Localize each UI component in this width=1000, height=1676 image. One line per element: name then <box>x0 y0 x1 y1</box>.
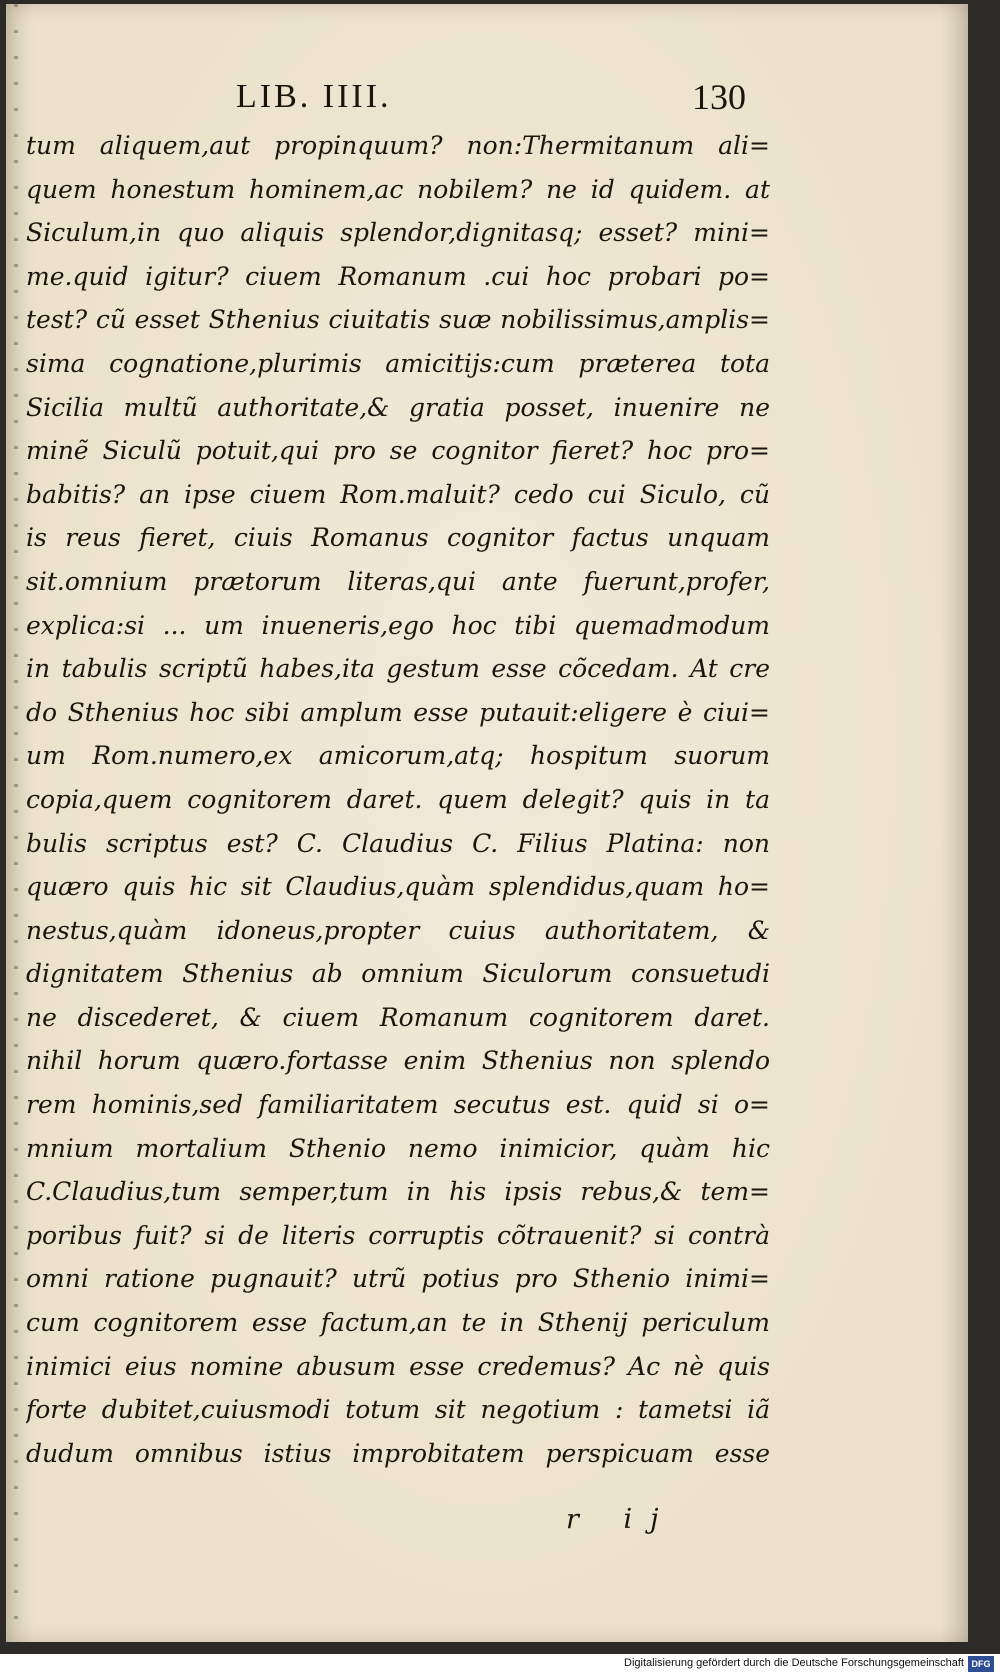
text-line: C.Claudius,tum semper,tum in his ipsis rebus,& tem= <box>26 1177 770 1207</box>
text-line: Siculum,in quo aliquis splendor,dignitasq; esset? mini= <box>26 218 770 248</box>
text-line: cum cognitorem esse factum,an te in Sthenij periculum <box>26 1308 770 1338</box>
digitization-footer <box>0 1654 1000 1676</box>
text-line: forte dubitet,cuiusmodi totum sit negotium : tametsi iã <box>26 1395 770 1425</box>
text-line: mnium mortalium Sthenio nemo inimicior, quàm hic <box>26 1133 770 1163</box>
text-line: test? cũ esset Sthenius ciuitatis suæ nobilissimus,amplis= <box>26 305 770 335</box>
text-line: nestus,quàm idoneus,propter cuius authoritatem, & <box>26 915 770 945</box>
text-line: rem hominis,sed familiaritatem secutus est. quid si o= <box>26 1090 770 1120</box>
dfg-logo: DFG <box>968 1656 994 1672</box>
text-line: quem honestum hominem,ac nobilem? ne id quidem. at <box>26 174 770 204</box>
book-page <box>6 4 968 1642</box>
text-line: copia,quem cognitorem daret. quem delegit? quis in ta <box>26 784 770 814</box>
text-line: explica:si ... um inueneris,ego hoc tibi quemadmodum <box>26 610 770 640</box>
text-line: me.quid igitur? ciuem Romanum .cui hoc probari po= <box>26 261 770 291</box>
signature-mark: r ij <box>566 1504 677 1535</box>
text-line: minẽ Siculũ potuit,qui pro se cognitor fieret? hoc pro= <box>26 436 770 466</box>
text-line: um Rom.numero,ex amicorum,atq; hospitum suorum <box>26 741 770 771</box>
folio-number: 130 <box>692 77 746 117</box>
text-line: poribus fuit? si de literis corruptis cõtrauenit? si contrà <box>26 1220 770 1250</box>
body-text <box>26 124 770 1475</box>
text-line: in tabulis scriptũ habes,ita gestum esse cõcedam. At cre <box>26 654 770 684</box>
text-line: bulis scriptus est? C. Claudius C. Filius Platina: non <box>26 828 770 858</box>
text-line: ne discederet, & ciuem Romanum cognitorem daret. <box>26 1002 770 1032</box>
text-line: dignitatem Sthenius ab omnium Siculorum consuetudi <box>26 959 770 989</box>
text-line: sit.omnium prætorum literas,qui ante fuerunt,profer, <box>26 566 770 596</box>
text-line: is reus fieret, ciuis Romanus cognitor factus unquam <box>26 523 770 553</box>
text-line: dudum omnibus istius improbitatem perspicuam esse <box>26 1438 770 1468</box>
text-line: do Sthenius hoc sibi amplum esse putauit:eligere è ciui= <box>26 697 770 727</box>
text-line: Sicilia multũ authoritate,& gratia posset, inuenire ne <box>26 392 770 422</box>
text-line: babitis? an ipse ciuem Rom.maluit? cedo cui Siculo, cũ <box>26 479 770 509</box>
text-line: omni ratione pugnauit? utrũ potius pro Sthenio inimi= <box>26 1264 770 1294</box>
funding-credit: Digitalisierung gefördert durch die Deutsche Forschungsgemeinschaft <box>624 1657 964 1669</box>
gutter-edge <box>14 4 18 1642</box>
book-number: LIB. IIII. <box>236 78 392 115</box>
text-line: inimici eius nomine abusum esse credemus? Ac nè quis <box>26 1351 770 1381</box>
text-line: sima cognatione,plurimis amicitijs:cum præterea tota <box>26 348 770 378</box>
text-line: tum aliquem,aut propinquum? non:Thermitanum ali= <box>26 131 770 160</box>
text-line: quæro quis hic sit Claudius,quàm splendidus,quam ho= <box>26 872 770 902</box>
text-line: nihil horum quæro.fortasse enim Sthenius non splendo <box>26 1046 770 1076</box>
running-head <box>226 78 746 128</box>
